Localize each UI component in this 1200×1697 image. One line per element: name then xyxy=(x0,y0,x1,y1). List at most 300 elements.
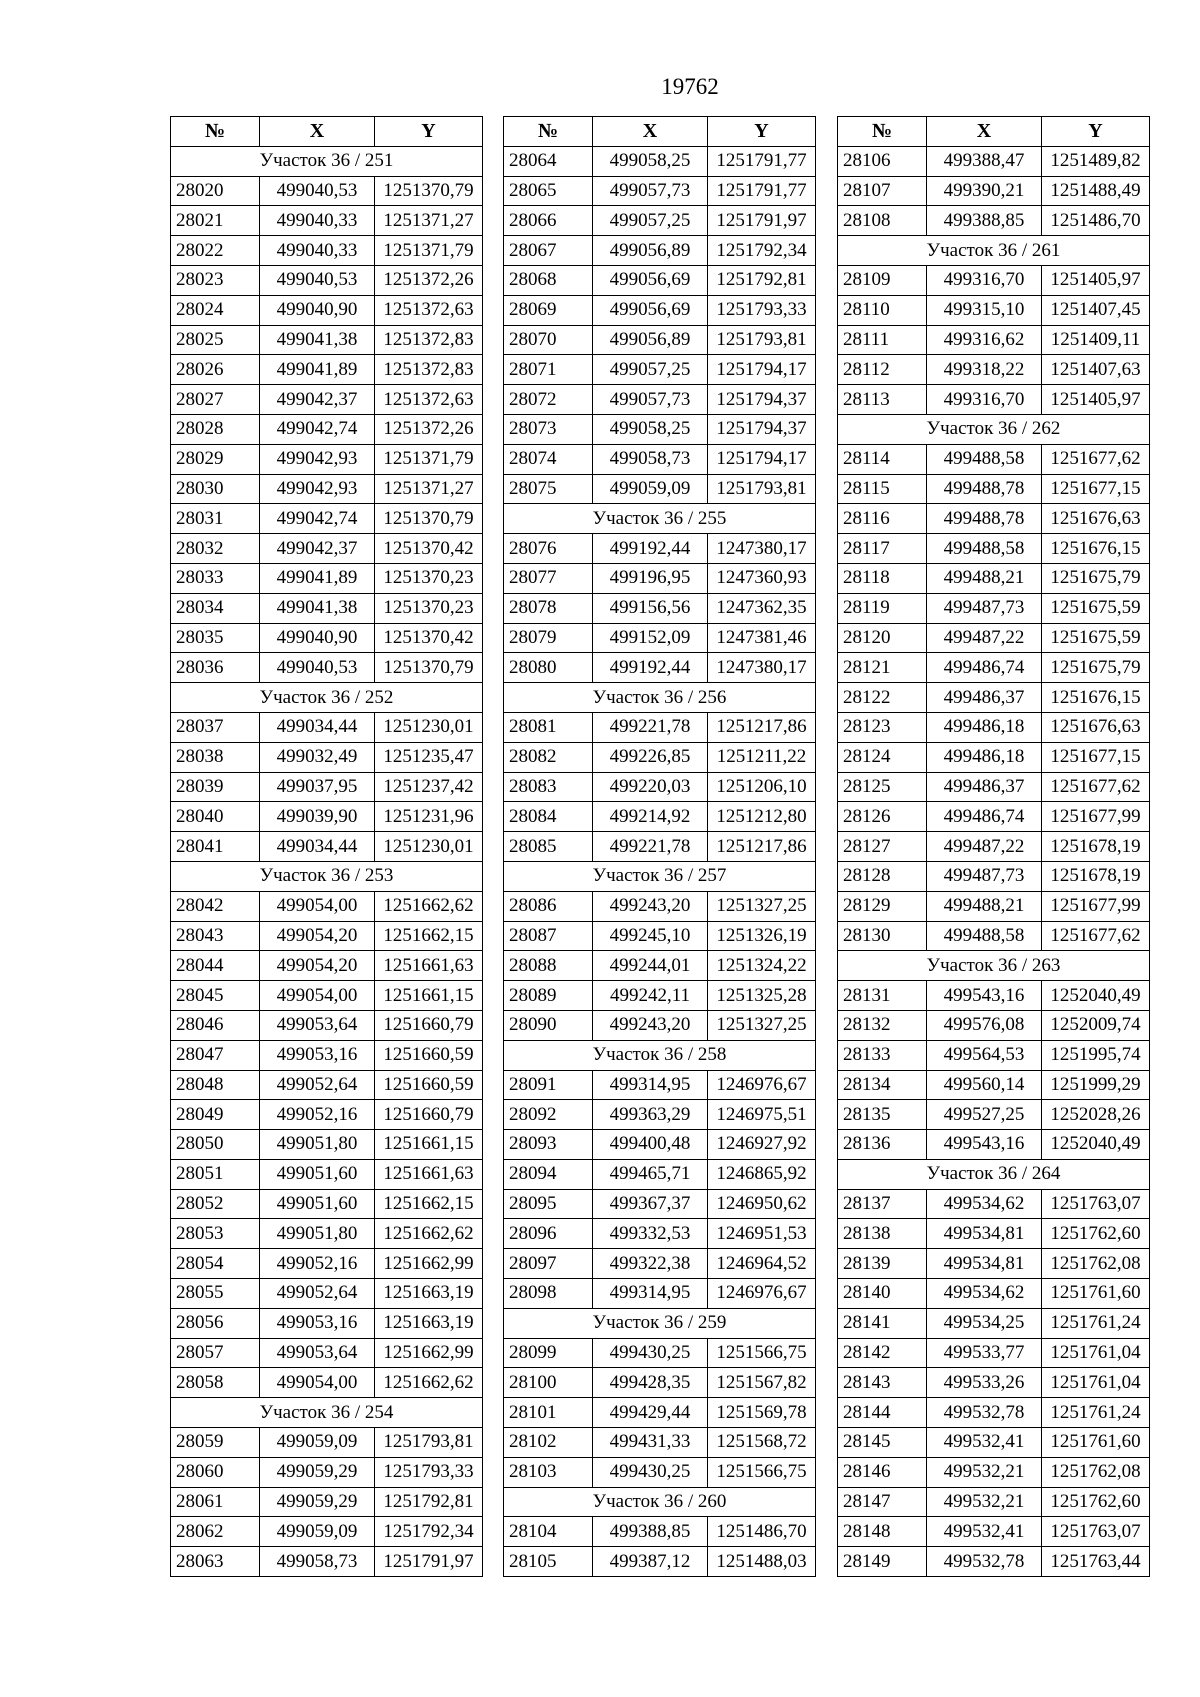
x-coordinate: 499056,69 xyxy=(593,295,708,325)
section-title: Участок 36 / 257 xyxy=(504,861,816,891)
table-row xyxy=(838,772,1150,802)
header-y: Y xyxy=(375,117,483,147)
section-title: Участок 36 / 251 xyxy=(171,146,483,176)
y-coordinate: 1251371,79 xyxy=(375,236,483,266)
table-row xyxy=(504,236,816,266)
x-coordinate: 499486,74 xyxy=(927,653,1042,683)
x-coordinate: 499034,44 xyxy=(260,712,375,742)
section-row xyxy=(171,146,483,176)
x-coordinate: 499040,90 xyxy=(260,295,375,325)
header-row xyxy=(504,117,816,147)
x-coordinate: 499053,64 xyxy=(260,1010,375,1040)
y-coordinate: 1246976,67 xyxy=(708,1279,816,1309)
x-coordinate: 499322,38 xyxy=(593,1249,708,1279)
y-coordinate: 1251661,15 xyxy=(375,1130,483,1160)
table-row xyxy=(171,534,483,564)
y-coordinate: 1251794,17 xyxy=(708,355,816,385)
point-number: 28020 xyxy=(171,176,260,206)
y-coordinate: 1246975,51 xyxy=(708,1100,816,1130)
y-coordinate: 1251761,60 xyxy=(1042,1428,1150,1458)
point-number: 28027 xyxy=(171,385,260,415)
point-number: 28035 xyxy=(171,623,260,653)
point-number: 28033 xyxy=(171,563,260,593)
section-title: Участок 36 / 255 xyxy=(504,504,816,534)
x-coordinate: 499243,20 xyxy=(593,891,708,921)
y-coordinate: 1246964,52 xyxy=(708,1249,816,1279)
table-row xyxy=(171,951,483,981)
point-number: 28066 xyxy=(504,206,593,236)
y-coordinate: 1251677,62 xyxy=(1042,772,1150,802)
y-coordinate: 1251793,33 xyxy=(375,1457,483,1487)
y-coordinate: 1251566,75 xyxy=(708,1457,816,1487)
table-row xyxy=(838,146,1150,176)
y-coordinate: 1246927,92 xyxy=(708,1130,816,1160)
section-title: Участок 36 / 261 xyxy=(838,236,1150,266)
table-row xyxy=(171,712,483,742)
table-row xyxy=(504,921,816,951)
x-coordinate: 499214,92 xyxy=(593,802,708,832)
y-coordinate: 1251211,22 xyxy=(708,742,816,772)
x-coordinate: 499532,78 xyxy=(927,1398,1042,1428)
section-row xyxy=(504,861,816,891)
point-number: 28031 xyxy=(171,504,260,534)
y-coordinate: 1252040,49 xyxy=(1042,981,1150,1011)
y-coordinate: 1251372,63 xyxy=(375,385,483,415)
table-row xyxy=(171,206,483,236)
table-row xyxy=(171,295,483,325)
table-row xyxy=(504,1398,816,1428)
point-number: 28078 xyxy=(504,593,593,623)
y-coordinate: 1251217,86 xyxy=(708,712,816,742)
x-coordinate: 499534,25 xyxy=(927,1308,1042,1338)
point-number: 28036 xyxy=(171,653,260,683)
x-coordinate: 499488,21 xyxy=(927,891,1042,921)
x-coordinate: 499244,01 xyxy=(593,951,708,981)
table-row xyxy=(171,385,483,415)
point-number: 28032 xyxy=(171,534,260,564)
x-coordinate: 499560,14 xyxy=(927,1070,1042,1100)
point-number: 28022 xyxy=(171,236,260,266)
y-coordinate: 1251370,42 xyxy=(375,623,483,653)
section-row xyxy=(504,1040,816,1070)
table-row xyxy=(171,653,483,683)
x-coordinate: 499543,16 xyxy=(927,981,1042,1011)
point-number: 28054 xyxy=(171,1249,260,1279)
x-coordinate: 499041,38 xyxy=(260,593,375,623)
x-coordinate: 499196,95 xyxy=(593,563,708,593)
x-coordinate: 499041,89 xyxy=(260,563,375,593)
point-number: 28039 xyxy=(171,772,260,802)
point-number: 28133 xyxy=(838,1040,927,1070)
y-coordinate: 1252028,26 xyxy=(1042,1100,1150,1130)
y-coordinate: 1251678,19 xyxy=(1042,832,1150,862)
table-row xyxy=(171,265,483,295)
table-row xyxy=(171,1547,483,1577)
point-number: 28107 xyxy=(838,176,927,206)
section-row xyxy=(171,683,483,713)
point-number: 28024 xyxy=(171,295,260,325)
table-row xyxy=(504,176,816,206)
point-number: 28106 xyxy=(838,146,927,176)
y-coordinate: 1251370,79 xyxy=(375,653,483,683)
y-coordinate: 1251663,19 xyxy=(375,1308,483,1338)
x-coordinate: 499042,74 xyxy=(260,504,375,534)
point-number: 28121 xyxy=(838,653,927,683)
y-coordinate: 1251661,63 xyxy=(375,951,483,981)
table-row xyxy=(504,653,816,683)
table-row xyxy=(504,295,816,325)
point-number: 28048 xyxy=(171,1070,260,1100)
table-row xyxy=(838,474,1150,504)
x-coordinate: 499532,21 xyxy=(927,1457,1042,1487)
table-row xyxy=(171,1457,483,1487)
y-coordinate: 1251677,62 xyxy=(1042,921,1150,951)
x-coordinate: 499037,95 xyxy=(260,772,375,802)
x-coordinate: 499057,73 xyxy=(593,385,708,415)
table-row xyxy=(504,414,816,444)
section-title: Участок 36 / 256 xyxy=(504,683,816,713)
x-coordinate: 499041,38 xyxy=(260,325,375,355)
x-coordinate: 499042,37 xyxy=(260,385,375,415)
point-number: 28060 xyxy=(171,1457,260,1487)
section-row xyxy=(171,861,483,891)
table-row xyxy=(504,1249,816,1279)
point-number: 28147 xyxy=(838,1487,927,1517)
section-row xyxy=(504,1308,816,1338)
point-number: 28058 xyxy=(171,1368,260,1398)
table-row xyxy=(504,891,816,921)
table-row xyxy=(504,1279,816,1309)
y-coordinate: 1251793,81 xyxy=(375,1428,483,1458)
x-coordinate: 499242,11 xyxy=(593,981,708,1011)
y-coordinate: 1251372,26 xyxy=(375,265,483,295)
point-number: 28143 xyxy=(838,1368,927,1398)
x-coordinate: 499243,20 xyxy=(593,1010,708,1040)
table-row xyxy=(171,802,483,832)
page-number: 19762 xyxy=(661,74,719,99)
x-coordinate: 499388,47 xyxy=(927,146,1042,176)
y-coordinate: 1251792,34 xyxy=(375,1517,483,1547)
table-row xyxy=(171,1279,483,1309)
point-number: 28119 xyxy=(838,593,927,623)
y-coordinate: 1251407,45 xyxy=(1042,295,1150,325)
x-coordinate: 499534,62 xyxy=(927,1189,1042,1219)
y-coordinate: 1251762,60 xyxy=(1042,1487,1150,1517)
y-coordinate: 1251763,07 xyxy=(1042,1517,1150,1547)
table-row xyxy=(838,921,1150,951)
table-row xyxy=(504,355,816,385)
table-row xyxy=(171,1219,483,1249)
y-coordinate: 1246865,92 xyxy=(708,1159,816,1189)
point-number: 28102 xyxy=(504,1428,593,1458)
point-number: 28105 xyxy=(504,1547,593,1577)
y-coordinate: 1251371,27 xyxy=(375,474,483,504)
header-x: X xyxy=(927,117,1042,147)
section-row xyxy=(838,1159,1150,1189)
y-coordinate: 1251678,19 xyxy=(1042,861,1150,891)
y-coordinate: 1251235,47 xyxy=(375,742,483,772)
table-row xyxy=(171,891,483,921)
section-row xyxy=(504,1487,816,1517)
y-coordinate: 1247380,17 xyxy=(708,534,816,564)
y-coordinate: 1247362,35 xyxy=(708,593,816,623)
x-coordinate: 499245,10 xyxy=(593,921,708,951)
table-row xyxy=(838,1279,1150,1309)
point-number: 28149 xyxy=(838,1547,927,1577)
table-row xyxy=(838,1517,1150,1547)
table-row xyxy=(838,802,1150,832)
table-row xyxy=(838,444,1150,474)
x-coordinate: 499367,37 xyxy=(593,1189,708,1219)
x-coordinate: 499052,64 xyxy=(260,1279,375,1309)
x-coordinate: 499315,10 xyxy=(927,295,1042,325)
section-title: Участок 36 / 263 xyxy=(838,951,1150,981)
section-title: Участок 36 / 259 xyxy=(504,1308,816,1338)
section-row xyxy=(838,414,1150,444)
table-row xyxy=(171,1070,483,1100)
x-coordinate: 499430,25 xyxy=(593,1457,708,1487)
y-coordinate: 1251326,19 xyxy=(708,921,816,951)
point-number: 28051 xyxy=(171,1159,260,1189)
point-number: 28132 xyxy=(838,1010,927,1040)
y-coordinate: 1251370,23 xyxy=(375,563,483,593)
table-row xyxy=(504,1547,816,1577)
point-number: 28023 xyxy=(171,265,260,295)
y-coordinate: 1251370,79 xyxy=(375,176,483,206)
section-row xyxy=(504,683,816,713)
x-coordinate: 499042,37 xyxy=(260,534,375,564)
table-row xyxy=(171,1428,483,1458)
table-row xyxy=(838,295,1150,325)
point-number: 28087 xyxy=(504,921,593,951)
x-coordinate: 499051,80 xyxy=(260,1130,375,1160)
table-row xyxy=(838,1249,1150,1279)
x-coordinate: 499054,20 xyxy=(260,951,375,981)
table-row xyxy=(504,1100,816,1130)
y-coordinate: 1251405,97 xyxy=(1042,385,1150,415)
point-number: 28094 xyxy=(504,1159,593,1189)
x-coordinate: 499054,20 xyxy=(260,921,375,951)
point-number: 28118 xyxy=(838,563,927,593)
y-coordinate: 1251675,79 xyxy=(1042,653,1150,683)
point-number: 28098 xyxy=(504,1279,593,1309)
table-row xyxy=(504,325,816,355)
y-coordinate: 1251676,63 xyxy=(1042,712,1150,742)
point-number: 28057 xyxy=(171,1338,260,1368)
table-row xyxy=(171,414,483,444)
x-coordinate: 499056,69 xyxy=(593,265,708,295)
point-number: 28125 xyxy=(838,772,927,802)
table-row xyxy=(171,832,483,862)
section-title: Участок 36 / 252 xyxy=(171,683,483,713)
y-coordinate: 1251372,63 xyxy=(375,295,483,325)
table-row xyxy=(838,563,1150,593)
table-row xyxy=(171,504,483,534)
point-number: 28077 xyxy=(504,563,593,593)
coordinates-table-middle xyxy=(503,116,816,1577)
y-coordinate: 1246950,62 xyxy=(708,1189,816,1219)
y-coordinate: 1251231,96 xyxy=(375,802,483,832)
x-coordinate: 499052,64 xyxy=(260,1070,375,1100)
y-coordinate: 1251995,74 xyxy=(1042,1040,1150,1070)
point-number: 28065 xyxy=(504,176,593,206)
y-coordinate: 1251677,62 xyxy=(1042,444,1150,474)
point-number: 28055 xyxy=(171,1279,260,1309)
x-coordinate: 499429,44 xyxy=(593,1398,708,1428)
table-row xyxy=(171,1338,483,1368)
y-coordinate: 1251792,81 xyxy=(708,265,816,295)
point-number: 28079 xyxy=(504,623,593,653)
y-coordinate: 1251371,27 xyxy=(375,206,483,236)
table-row xyxy=(838,1189,1150,1219)
x-coordinate: 499532,21 xyxy=(927,1487,1042,1517)
y-coordinate: 1251761,04 xyxy=(1042,1368,1150,1398)
y-coordinate: 1252009,74 xyxy=(1042,1010,1150,1040)
x-coordinate: 499534,81 xyxy=(927,1219,1042,1249)
point-number: 28126 xyxy=(838,802,927,832)
y-coordinate: 1251677,99 xyxy=(1042,802,1150,832)
y-coordinate: 1251763,44 xyxy=(1042,1547,1150,1577)
x-coordinate: 499057,73 xyxy=(593,176,708,206)
point-number: 28137 xyxy=(838,1189,927,1219)
point-number: 28101 xyxy=(504,1398,593,1428)
y-coordinate: 1251237,42 xyxy=(375,772,483,802)
table-row xyxy=(504,146,816,176)
table-row xyxy=(171,1130,483,1160)
y-coordinate: 1251676,15 xyxy=(1042,683,1150,713)
x-coordinate: 499220,03 xyxy=(593,772,708,802)
y-coordinate: 1251660,79 xyxy=(375,1100,483,1130)
y-coordinate: 1251793,81 xyxy=(708,325,816,355)
x-coordinate: 499052,16 xyxy=(260,1100,375,1130)
x-coordinate: 499058,25 xyxy=(593,146,708,176)
point-number: 28122 xyxy=(838,683,927,713)
y-coordinate: 1251409,11 xyxy=(1042,325,1150,355)
y-coordinate: 1251327,25 xyxy=(708,1010,816,1040)
point-number: 28099 xyxy=(504,1338,593,1368)
table-row xyxy=(838,861,1150,891)
y-coordinate: 1246951,53 xyxy=(708,1219,816,1249)
table-row xyxy=(504,1368,816,1398)
point-number: 28076 xyxy=(504,534,593,564)
y-coordinate: 1251488,49 xyxy=(1042,176,1150,206)
x-coordinate: 499059,29 xyxy=(260,1457,375,1487)
y-coordinate: 1251206,10 xyxy=(708,772,816,802)
x-coordinate: 499527,25 xyxy=(927,1100,1042,1130)
point-number: 28130 xyxy=(838,921,927,951)
x-coordinate: 499532,78 xyxy=(927,1547,1042,1577)
x-coordinate: 499226,85 xyxy=(593,742,708,772)
point-number: 28046 xyxy=(171,1010,260,1040)
y-coordinate: 1247360,93 xyxy=(708,563,816,593)
x-coordinate: 499053,64 xyxy=(260,1338,375,1368)
x-coordinate: 499534,62 xyxy=(927,1279,1042,1309)
y-coordinate: 1251762,08 xyxy=(1042,1457,1150,1487)
table-row xyxy=(504,444,816,474)
point-number: 28081 xyxy=(504,712,593,742)
point-number: 28056 xyxy=(171,1308,260,1338)
table-row xyxy=(838,1040,1150,1070)
x-coordinate: 499032,49 xyxy=(260,742,375,772)
x-coordinate: 499059,09 xyxy=(260,1517,375,1547)
point-number: 28047 xyxy=(171,1040,260,1070)
table-row xyxy=(504,534,816,564)
y-coordinate: 1251662,62 xyxy=(375,1368,483,1398)
table-row xyxy=(171,1040,483,1070)
x-coordinate: 499053,16 xyxy=(260,1308,375,1338)
y-coordinate: 1251762,60 xyxy=(1042,1219,1150,1249)
table-row xyxy=(504,563,816,593)
point-number: 28085 xyxy=(504,832,593,862)
table-row xyxy=(838,683,1150,713)
table-row xyxy=(171,1159,483,1189)
x-coordinate: 499054,00 xyxy=(260,891,375,921)
x-coordinate: 499058,73 xyxy=(593,444,708,474)
x-coordinate: 499533,77 xyxy=(927,1338,1042,1368)
x-coordinate: 499034,44 xyxy=(260,832,375,862)
point-number: 28138 xyxy=(838,1219,927,1249)
y-coordinate: 1251763,07 xyxy=(1042,1189,1150,1219)
y-coordinate: 1251793,81 xyxy=(708,474,816,504)
section-row xyxy=(838,951,1150,981)
table-row xyxy=(171,1189,483,1219)
y-coordinate: 1246976,67 xyxy=(708,1070,816,1100)
table-row xyxy=(171,1517,483,1547)
x-coordinate: 499487,73 xyxy=(927,593,1042,623)
table-row xyxy=(504,1457,816,1487)
x-coordinate: 499430,25 xyxy=(593,1338,708,1368)
table-row xyxy=(504,265,816,295)
point-number: 28096 xyxy=(504,1219,593,1249)
y-coordinate: 1251999,29 xyxy=(1042,1070,1150,1100)
table-row xyxy=(171,1100,483,1130)
y-coordinate: 1251370,23 xyxy=(375,593,483,623)
point-number: 28116 xyxy=(838,504,927,534)
table-row xyxy=(838,1219,1150,1249)
section-title: Участок 36 / 253 xyxy=(171,861,483,891)
y-coordinate: 1251660,59 xyxy=(375,1070,483,1100)
section-title: Участок 36 / 260 xyxy=(504,1487,816,1517)
section-row xyxy=(838,236,1150,266)
x-coordinate: 499576,08 xyxy=(927,1010,1042,1040)
point-number: 28072 xyxy=(504,385,593,415)
point-number: 28069 xyxy=(504,295,593,325)
y-coordinate: 1251660,79 xyxy=(375,1010,483,1040)
x-coordinate: 499221,78 xyxy=(593,712,708,742)
point-number: 28038 xyxy=(171,742,260,772)
x-coordinate: 499488,78 xyxy=(927,474,1042,504)
table-row xyxy=(504,623,816,653)
x-coordinate: 499390,21 xyxy=(927,176,1042,206)
point-number: 28146 xyxy=(838,1457,927,1487)
y-coordinate: 1251370,79 xyxy=(375,504,483,534)
table-row xyxy=(504,385,816,415)
x-coordinate: 499387,12 xyxy=(593,1547,708,1577)
x-coordinate: 499051,60 xyxy=(260,1159,375,1189)
x-coordinate: 499056,89 xyxy=(593,236,708,266)
point-number: 28067 xyxy=(504,236,593,266)
table-row xyxy=(171,444,483,474)
point-number: 28021 xyxy=(171,206,260,236)
table-row xyxy=(838,1457,1150,1487)
header-num: № xyxy=(171,117,260,147)
point-number: 28050 xyxy=(171,1130,260,1160)
x-coordinate: 499314,95 xyxy=(593,1070,708,1100)
y-coordinate: 1251662,62 xyxy=(375,891,483,921)
x-coordinate: 499156,56 xyxy=(593,593,708,623)
point-number: 28104 xyxy=(504,1517,593,1547)
table-row xyxy=(838,1368,1150,1398)
